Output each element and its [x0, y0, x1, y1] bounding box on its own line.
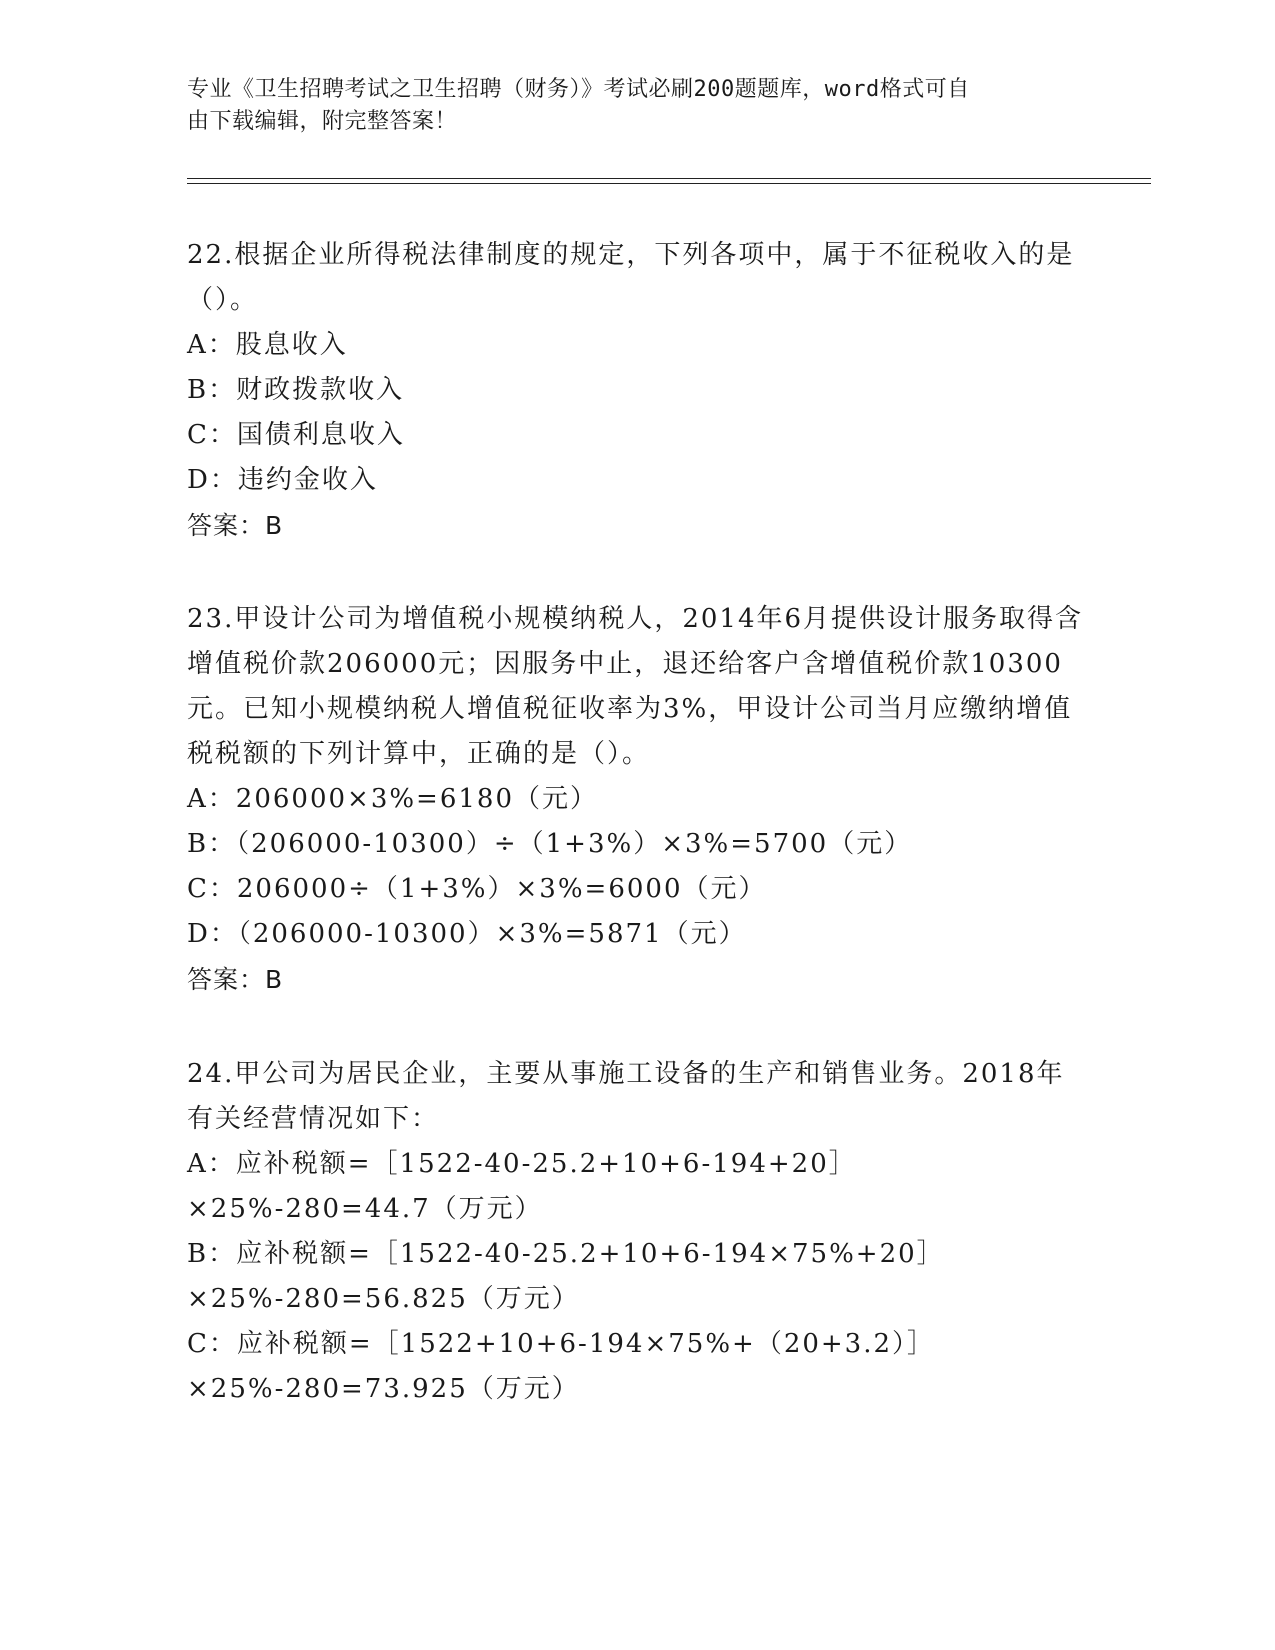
- option-a: A：206000×3%=6180（元）: [187, 784, 599, 814]
- question-23: [187, 597, 1087, 1002]
- header-divider-bottom: [187, 183, 1151, 184]
- answer-line: 答案：B: [187, 511, 284, 540]
- question-stem: 24.甲公司为居民企业，主要从事施工设备的生产和销售业务。2018年有关经营情况如下：: [187, 1059, 1065, 1134]
- question-22: [187, 233, 1087, 548]
- option-c: C：206000÷（1+3%）×3%=6000（元）: [187, 874, 767, 904]
- answer-line: 答案：B: [187, 965, 284, 994]
- option-b: B：财政拨款收入: [187, 375, 405, 405]
- option-b: B：（206000-10300）÷（1+3%）×3%=5700（元）: [187, 829, 913, 859]
- question-stem: 23.甲设计公司为增值税小规模纳税人，2014年6月提供设计服务取得含增值税价款206000元；因服务中止，退还给客户含增值税价款10300元。已知小规模纳税人增值税征收率为3%，甲设计公司当月应缴纳增值税税额的下列计算中，正确的是（）。: [187, 604, 1084, 769]
- question-24: [187, 1052, 1087, 1412]
- option-c: C：应补税额=［1522+10+6-194×75%+（20+3.2）］×25%-280=73.925（万元）: [187, 1329, 936, 1404]
- document-header: [187, 74, 1087, 138]
- option-d: D：（206000-10300）×3%=5871（元）: [187, 919, 747, 949]
- header-line-1: 专业《卫生招聘考试之卫生招聘（财务）》考试必刷200题题库，word格式可自: [187, 77, 970, 102]
- option-a: A：应补税额=［1522-40-25.2+10+6-194+20］×25%-280=44.7（万元）: [187, 1149, 857, 1224]
- option-a: A：股息收入: [187, 330, 348, 360]
- option-d: D：违约金收入: [187, 465, 378, 495]
- option-c: C：国债利息收入: [187, 420, 405, 450]
- option-b: B：应补税额=［1522-40-25.2+10+6-194×75%+20］×25%-280=56.825（万元）: [187, 1239, 945, 1314]
- question-stem: 22.根据企业所得税法律制度的规定，下列各项中，属于不征税收入的是（）。: [187, 240, 1075, 315]
- header-line-2: 由下载编辑，附完整答案！: [187, 109, 458, 134]
- header-divider-top: [187, 178, 1151, 179]
